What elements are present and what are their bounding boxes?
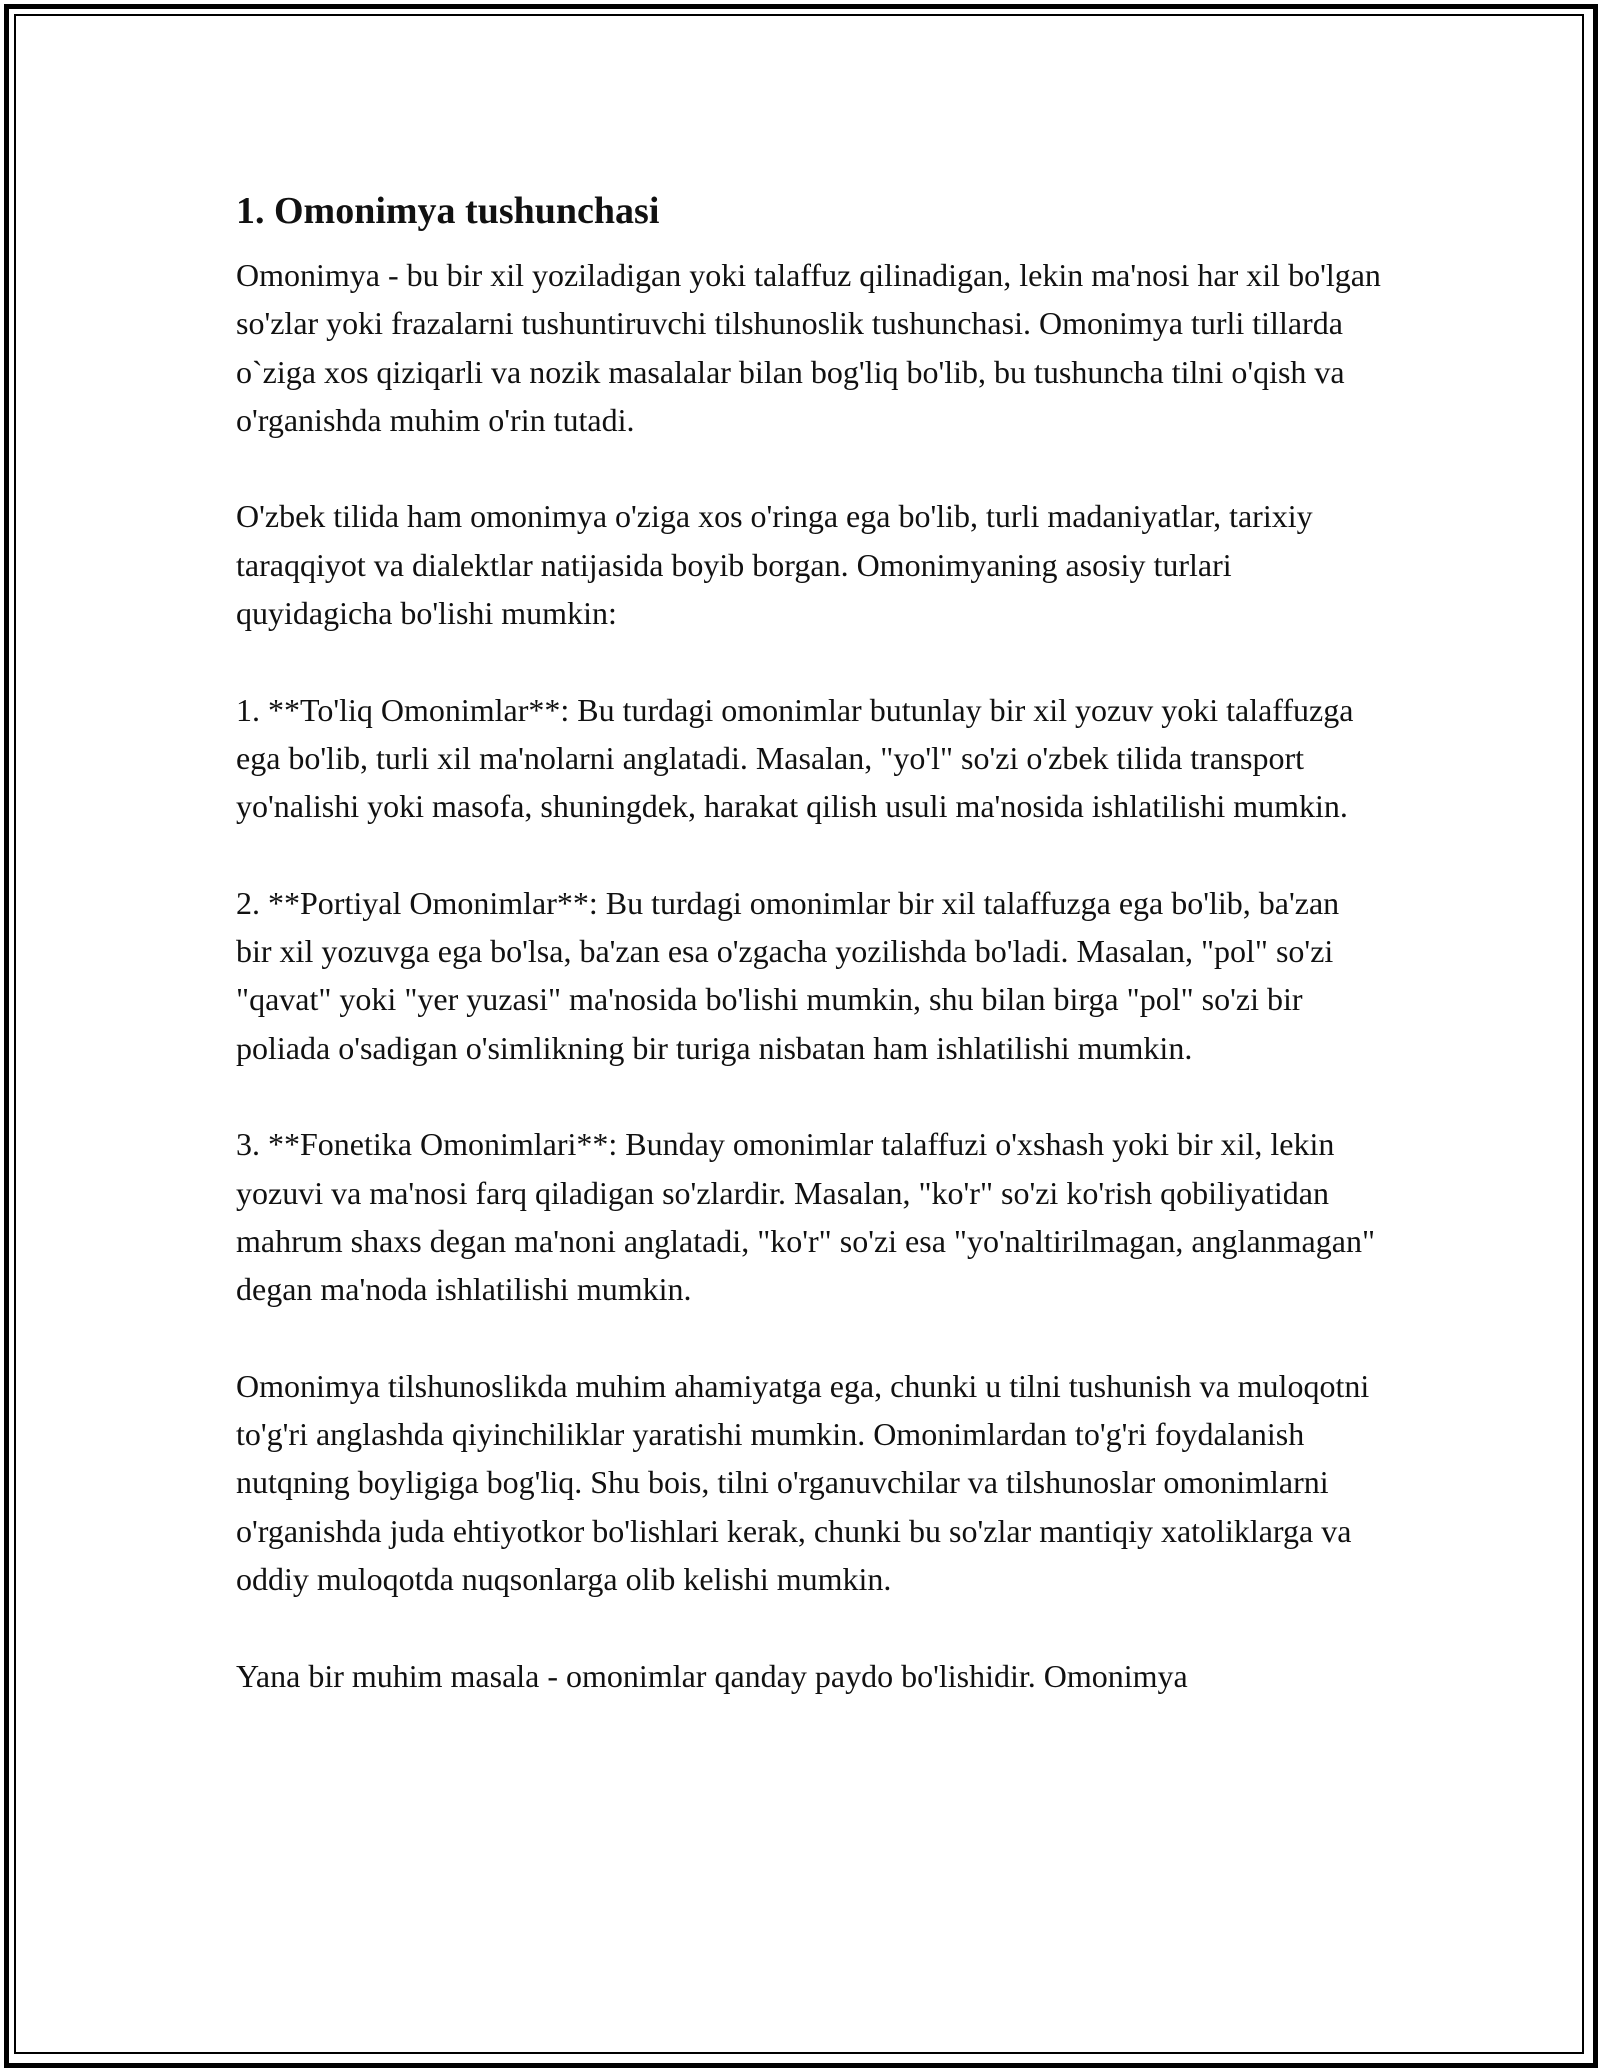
- paragraph-importance: Omonimya tilshunoslikda muhim ahamiyatga ega, chunki u tilni tushunish va muloqotni to'g'ri anglashda qiyinchiliklar yaratishi mumkin. Omonimlardan to'g'ri foydalanish nutqning boyligiga bog'liq. Shu bois, tilni o'rganuvchilar va tilshunoslar omonimlarni o'rganishda juda ehtiyotkor bo'lishlari kerak, chunki bu so'zlar mantiqiy xatoliklarga va oddiy muloqotda nuqsonlarga olib kelishi mumkin.: [236, 1367, 1370, 1598]
- list-item-phonetic-homonyms: 3. **Fonetika Omonimlari**: Bunday omonimlar talaffuzi o'xshash yoki bir xil, lekin yozuvi va ma'nosi farq qiladigan so'zlardir. Masalan, "ko'r" so'zi ko'rish qobiliyatidan mahrum shaxs degan ma'noni anglatadi, "ko'r" so'zi esa "yo'naltirilmagan, anglanmagan" degan ma'noda ishlatilishi mumkin.: [236, 1126, 1375, 1308]
- list-item-partial-homonyms: 2. **Portiyal Omonimlar**: Bu turdagi omonimlar bir xil talaffuzga ega bo'lib, ba'zan bir xil yozuvga ega bo'lsa, ba'zan esa o'zgacha yozilishda bo'ladi. Masalan, "pol" so'zi "qavat" yoki "yer yuzasi" ma'nosida bo'lishi mumkin, shu bilan birga "pol" so'zi bir poliada o'sadigan o'simlikning bir turiga nisbatan ham ishlatilishi mumkin.: [236, 884, 1340, 1066]
- paragraph-spacer: [236, 1603, 1381, 1651]
- paragraph-origin: Yana bir muhim masala - omonimlar qanday paydo bo'lishidir. Omonimya: [236, 1657, 1188, 1694]
- paragraph-definition: Omonimya - bu bir xil yoziladigan yoki talaffuz qilinadigan, lekin ma'nosi har xil bo'lgan so'zlar yoki frazalarni tushuntiruvchi tilshunoslik tushunchasi. Omonimya turli tillarda o`ziga xos qiziqarli va nozik masalalar bilan bog'liq bo'lib, bu tushuncha tilni o'qish va o'rganishda muhim o'rin tutadi.: [236, 257, 1381, 438]
- paragraph-spacer: [236, 831, 1381, 879]
- paragraph-uzbek-omonimya: O'zbek tilida ham omonimya o'ziga xos o'ringa ega bo'lib, turli madaniyatlar, tarixiy taraqqiyot va dialektlar natijasida boyib borgan. Omonimyaning asosiy turlari quyidagicha bo'lishi mumkin:: [236, 498, 1313, 632]
- document-body: [236, 185, 1381, 1700]
- paragraph-spacer: [236, 1314, 1381, 1362]
- paragraph-spacer: [236, 1072, 1381, 1120]
- paragraph-spacer: [236, 444, 1381, 492]
- section-heading: 1. Omonimya tushunchasi: [236, 190, 660, 232]
- paragraph-spacer: [236, 637, 1381, 685]
- list-item-full-homonyms: 1. **To'liq Omonimlar**: Bu turdagi omonimlar butunlay bir xil yozuv yoki talaffuzga ega bo'lib, turli xil ma'nolarni anglatadi. Masalan, "yo'l" so'zi o'zbek tilida transport yo'nalishi yoki masofa, shuningdek, harakat qilish usuli ma'nosida ishlatilishi mumkin.: [236, 691, 1354, 825]
